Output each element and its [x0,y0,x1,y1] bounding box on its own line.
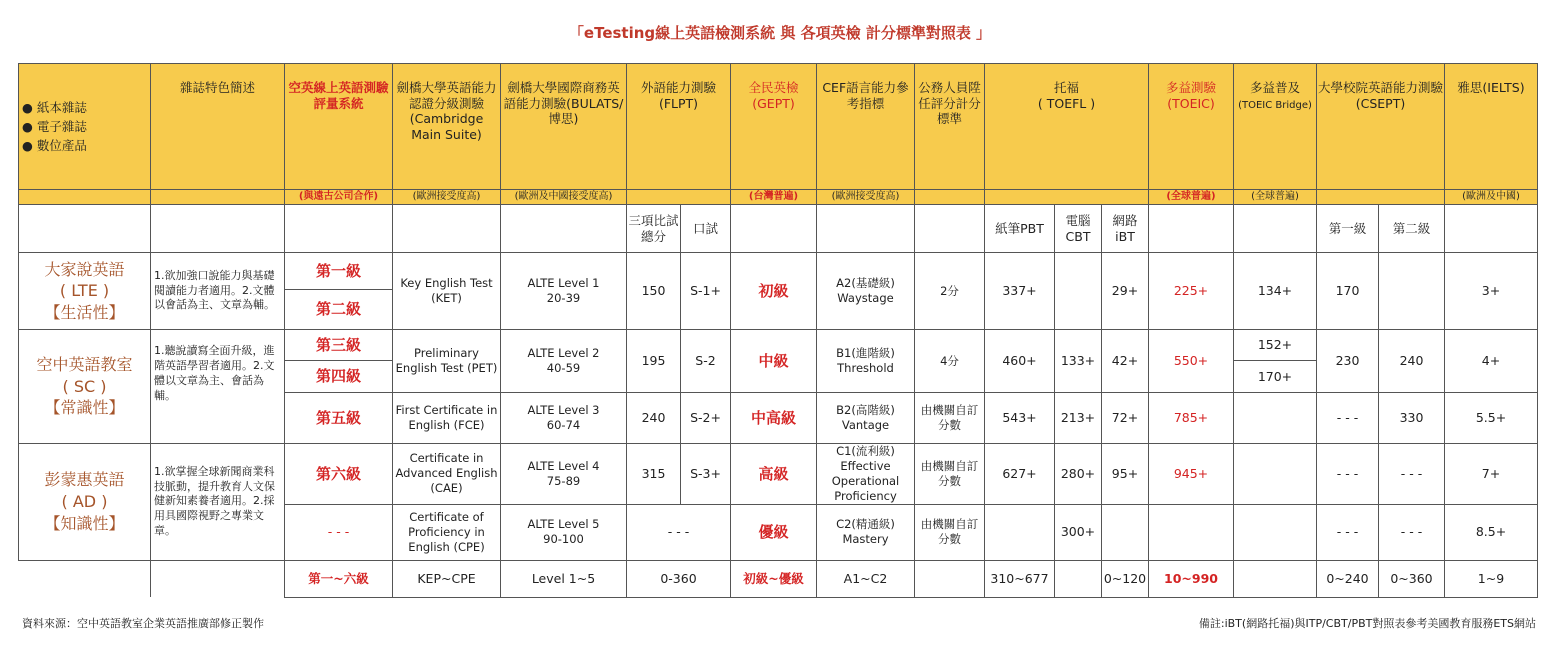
note-gept: (台灣普遍) [731,190,817,205]
row1-cef-a: A2(基礎級) [836,276,895,291]
sub-cbt: 電腦CBT [1055,205,1102,253]
row2-gept: 中級 [731,330,817,393]
header-csept: 大學校院英語能力測驗(CSEPT) [1317,64,1445,190]
row1-cef [817,253,915,330]
row3-oral: S-2+ [681,393,731,444]
row3-ielts: 5.5+ [1445,393,1538,444]
group-sc-desc: 1.聽說讀寫全面升級，進階英語學習者適用。2.文體以文章為主、會話為輔。 [151,330,285,444]
sub-flpt-oral: 口試 [681,205,731,253]
row5-csept-1: - - - [1317,504,1379,560]
summary-empty [19,560,151,597]
summary-cambridge: KEP~CPE [393,560,501,597]
sub-csept-2: 第二級 [1379,205,1445,253]
legend [19,64,151,190]
row1-gept: 初級 [731,253,817,330]
group-sc-name: 空中英語教室 [36,355,133,375]
note-cef: (歐洲接受度高) [817,190,915,205]
row4-bulats [501,444,627,505]
note-empty [151,190,285,205]
row5-pbt [985,504,1055,560]
header-gept-a: 全民英檢 [748,80,799,95]
summary-gept: 初級~優級 [731,560,817,597]
row3-cef [817,393,915,444]
note-toeic: (全球普遍) [1149,190,1234,205]
group-sc [19,330,151,444]
row3-cbt: 213+ [1055,393,1102,444]
row2-civil: 4分 [915,330,985,393]
header-gept-b: (GEPT) [752,95,795,111]
sub-empty [915,205,985,253]
summary-flpt: 0-360 [627,560,731,597]
summary-csept-1: 0~240 [1317,560,1379,597]
row3-bulats [501,393,627,444]
legend-digital: ● 數位產品 [22,138,87,153]
level-1: 第一級 [285,253,393,290]
note-empty [19,190,151,205]
summary-empty [1234,560,1317,597]
sub-ibt: 網路iBT [1102,205,1149,253]
note-cambridge: (歐洲接受度高) [393,190,501,205]
row2-bridge-a: 152+ [1234,330,1317,361]
row4-csept-2: - - - [1379,444,1445,505]
header-toefl-b: ( TOEFL ) [1037,95,1096,111]
header-ielts: 雅思(IELTS) [1445,64,1538,190]
row2-flpt: 195 [627,330,681,393]
row4-flpt: 315 [627,444,681,505]
header-toefl [985,64,1149,190]
row4-toeic: 945+ [1149,444,1234,505]
row2-bulats-a: ALTE Level 2 [527,346,600,361]
row1-ielts: 3+ [1445,253,1538,330]
row2-cambridge: Preliminary English Test (PET) [393,330,501,393]
sub-empty [19,205,151,253]
row4-gept: 高級 [731,444,817,505]
group-ad-name: 彭蒙惠英語 [44,470,125,490]
row5-bridge [1234,504,1317,560]
summary-empty [1055,560,1102,597]
row4-cef-a: C1(流利級) [836,444,895,458]
sub-empty [1149,205,1234,253]
header-flpt: 外語能力測驗(FLPT) [627,64,731,190]
group-sc-code: ( SC ) [62,376,107,396]
group-ad-code: ( AD ) [61,492,108,512]
level-6: 第六級 [285,444,393,505]
comparison-table [18,63,1538,598]
row1-cef-b: Waystage [837,291,894,305]
row4-ielts: 7+ [1445,444,1538,505]
footer-note: 備註:iBT(網路托福)與ITP/CBT/PBT對照表參考美國教育服務ETS網站 [1198,617,1536,630]
row2-bulats-b: 40-59 [546,361,581,375]
note-ielts: (歐洲及中國) [1445,190,1538,205]
sub-empty [1234,205,1317,253]
sub-empty [1445,205,1538,253]
summary-csept-2: 0~360 [1379,560,1445,597]
row4-bulats-b: 75-89 [546,473,581,488]
row5-flpt: - - - [627,504,731,560]
row3-bridge [1234,393,1317,444]
group-lte [19,253,151,330]
note-empty [627,190,731,205]
group-lte-name: 大家說英語 [44,259,125,279]
row1-bulats [501,253,627,330]
row3-gept: 中高級 [731,393,817,444]
row3-civil: 由機關自訂分數 [915,393,985,444]
sub-empty [393,205,501,253]
row1-cambridge: Key English Test (KET) [393,253,501,330]
row3-flpt: 240 [627,393,681,444]
row1-csept-2 [1379,253,1445,330]
sub-csept-1: 第一級 [1317,205,1379,253]
header-toeic-a: 多益測驗 [1165,80,1216,95]
row5-csept-2: - - - [1379,504,1445,560]
level-2: 第二級 [285,290,393,330]
group-lte-type: 【生活性】 [44,302,125,322]
row5-gept: 優級 [731,504,817,560]
row1-csept-1: 170 [1317,253,1379,330]
note-empty [985,190,1149,205]
row5-bulats-b: 90-100 [543,532,584,547]
note-empty [915,190,985,205]
header-gept [731,64,817,190]
footer-source: 資料來源：空中英語教室企業英語推廣部修正製作 [22,617,264,630]
row4-civil: 由機關自訂分數 [915,444,985,505]
sub-empty [501,205,627,253]
summary-etesting: 第一~六級 [285,560,393,597]
row5-ibt [1102,504,1149,560]
header-toeic [1149,64,1234,190]
header-bridge-a: 多益普及 [1249,80,1300,95]
level-5: 第五級 [285,393,393,444]
sub-flpt-total: 三項比試總分 [627,205,681,253]
note-empty [1317,190,1445,205]
summary-empty [151,560,285,597]
row5-cef-a: C2(精通級) [836,517,895,532]
row4-bulats-a: ALTE Level 4 [527,458,600,473]
row4-cambridge: Certificate in Advanced English (CAE) [393,444,501,505]
sub-empty [731,205,817,253]
header-bridge-b: (TOEIC Bridge) [1238,99,1312,111]
sub-empty [817,205,915,253]
summary-bulats: Level 1~5 [501,560,627,597]
page-title: 「eTesting線上英語檢測系統 與 各項英檢 計分標準對照表 」 [568,24,992,42]
row1-flpt: 150 [627,253,681,330]
row4-pbt: 627+ [985,444,1055,505]
header-toeic-b: (TOEIC) [1167,95,1215,111]
row4-cbt: 280+ [1055,444,1102,505]
row2-cbt: 133+ [1055,330,1102,393]
row1-bulats-b: 20-39 [546,291,581,305]
row2-csept-2: 240 [1379,330,1445,393]
summary-ibt: 0~120 [1102,560,1149,597]
summary-empty [915,560,985,597]
row3-cef-a: B2(高階級) [836,403,895,418]
row1-pbt: 337+ [985,253,1055,330]
legend-print: ● 紙本雜誌 [22,100,87,115]
group-lte-desc: 1.欲加強口說能力與基礎閱讀能力者適用。2.文體以會話為主、文章為輔。 [151,253,285,330]
group-lte-code: ( LTE ) [59,281,110,301]
row3-cef-b: Vantage [841,418,890,432]
row5-cbt: 300+ [1055,504,1102,560]
row1-cbt [1055,253,1102,330]
row2-ibt: 42+ [1102,330,1149,393]
row2-ielts: 4+ [1445,330,1538,393]
row1-bulats-a: ALTE Level 1 [527,276,600,291]
row4-csept-1: - - - [1317,444,1379,505]
group-sc-type: 【常識性】 [44,398,125,418]
summary-pbt: 310~677 [985,560,1055,597]
row1-ibt: 29+ [1102,253,1149,330]
row3-csept-2: 330 [1379,393,1445,444]
row3-cambridge: First Certificate in English (FCE) [393,393,501,444]
row5-cambridge: Certificate of Proficiency in English (CPE) [393,504,501,560]
level-7: - - - [285,504,393,560]
header-bridge [1234,64,1317,190]
row2-bulats [501,330,627,393]
group-ad [19,444,151,561]
row4-oral: S-3+ [681,444,731,505]
row1-bridge: 134+ [1234,253,1317,330]
row2-toeic: 550+ [1149,330,1234,393]
header-toefl-a: 托福 [1053,80,1079,95]
row1-toeic: 225+ [1149,253,1234,330]
row5-bulats-a: ALTE Level 5 [527,517,600,532]
row4-bridge [1234,444,1317,505]
level-3: 第三級 [285,330,393,361]
row1-oral: S-1+ [681,253,731,330]
row3-pbt: 543+ [985,393,1055,444]
row5-ielts: 8.5+ [1445,504,1538,560]
row2-bridge-b: 170+ [1234,361,1317,393]
sub-pbt: 紙筆PBT [985,205,1055,253]
note-bulats: (歐洲及中國接受度高) [501,190,627,205]
summary-toeic: 10~990 [1149,560,1234,597]
row3-toeic: 785+ [1149,393,1234,444]
summary-cef: A1~C2 [817,560,915,597]
row2-cef-a: B1(進階級) [836,346,895,361]
sub-empty [151,205,285,253]
header-civil: 公務人員陞任評分計分標準 [915,64,985,190]
header-magazine: 雜誌特色簡述 [151,64,285,190]
row3-csept-1: - - - [1317,393,1379,444]
header-cef: CEF語言能力參考指標 [817,64,915,190]
group-ad-type: 【知識性】 [44,513,125,533]
row4-cef [817,444,915,505]
header-bulats: 劍橋大學國際商務英語能力測驗(BULATS/博思) [501,64,627,190]
row2-oral: S-2 [681,330,731,393]
row2-csept-1: 230 [1317,330,1379,393]
sub-empty [285,205,393,253]
summary-ielts: 1~9 [1445,560,1538,597]
row4-cef-b: Effective Operational Proficiency [831,458,900,503]
header-etesting: 空英線上英語測驗評量系統 [285,64,393,190]
row5-bulats [501,504,627,560]
row2-cef [817,330,915,393]
row2-cef-b: Threshold [837,361,894,375]
legend-electronic: ● 電子雜誌 [22,119,87,134]
row3-ibt: 72+ [1102,393,1149,444]
row3-bulats-b: 60-74 [546,418,581,432]
note-bridge: (全球普遍) [1234,190,1317,205]
row5-cef [817,504,915,560]
note-etesting: (與遠古公司合作) [285,190,393,205]
level-4: 第四級 [285,361,393,393]
group-ad-desc: 1.欲掌握全球新聞商業科技脈動，提升教育人文保健新知素養者適用。2.採用具國際視野之專業文章。 [151,444,285,561]
row5-toeic [1149,504,1234,560]
header-cambridge: 劍橋大學英語能力認證分級測驗(Cambridge Main Suite) [393,64,501,190]
row5-civil: 由機關自訂分數 [915,504,985,560]
row3-bulats-a: ALTE Level 3 [527,403,600,418]
row1-civil: 2分 [915,253,985,330]
row2-pbt: 460+ [985,330,1055,393]
row4-ibt: 95+ [1102,444,1149,505]
row5-cef-b: Mastery [842,532,889,547]
